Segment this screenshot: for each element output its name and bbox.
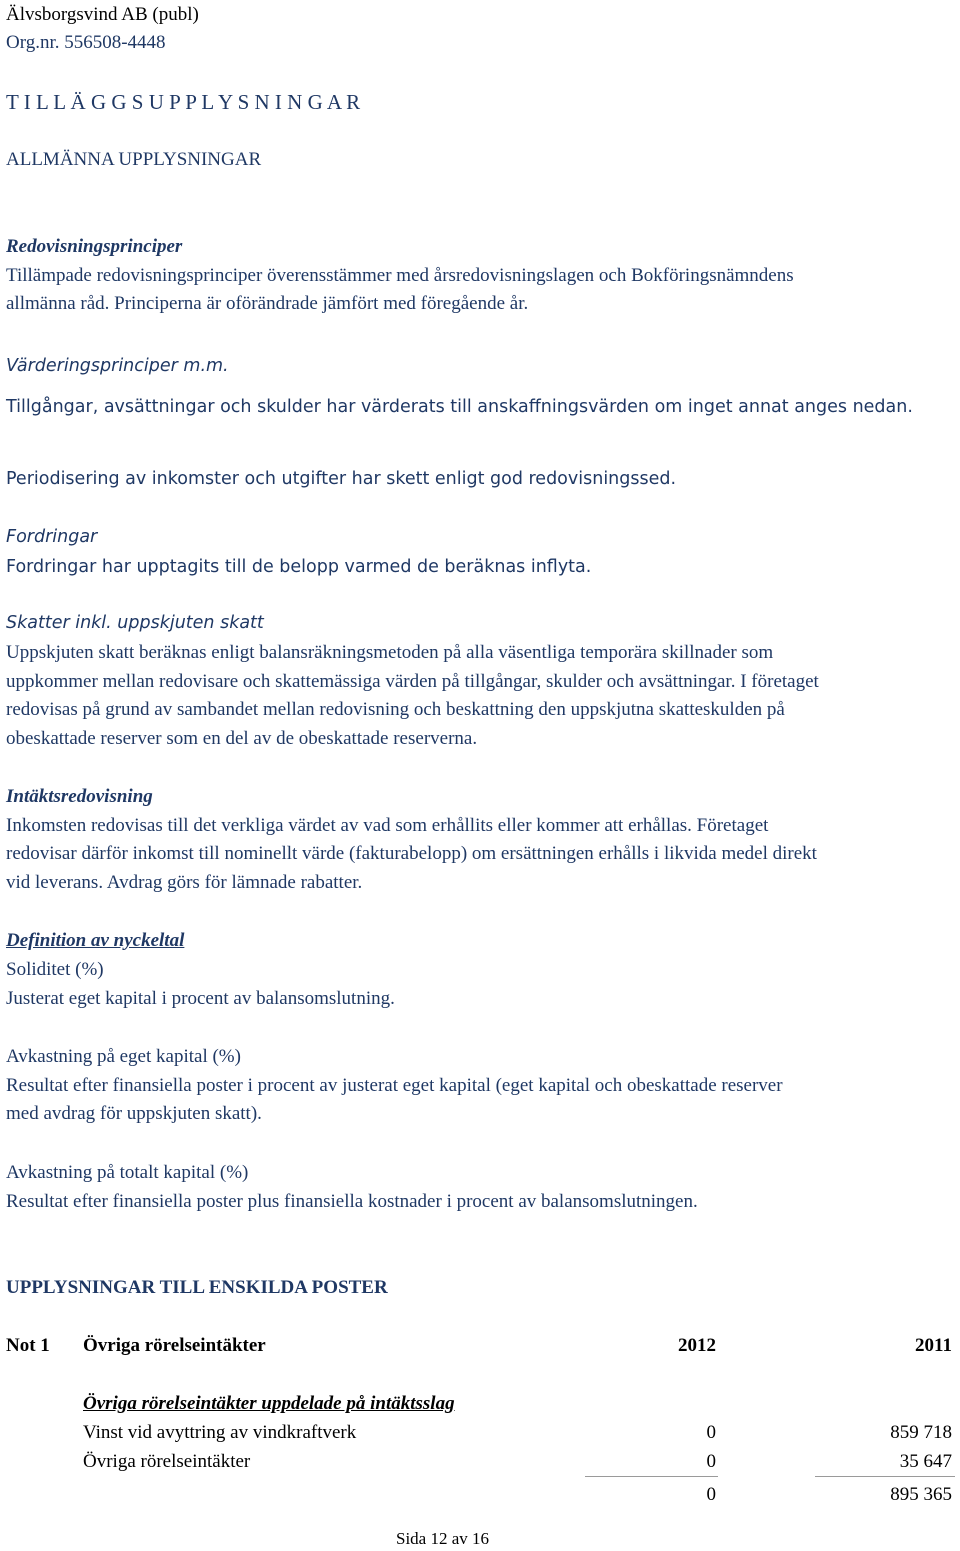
column-header-2011: 2011	[915, 1335, 952, 1356]
paragraph-line: uppkommer mellan redovisare och skattemässiga värden på tillgångar, skulder och avsättningar. I företaget	[6, 671, 819, 692]
paragraph-line: Resultat efter finansiella poster i procent av justerat eget kapital (eget kapital och obeskattade reserver	[6, 1075, 783, 1096]
heading-redovisningsprinciper: Redovisningsprinciper	[6, 236, 183, 257]
paragraph-line: med avdrag för uppskjuten skatt).	[6, 1103, 262, 1124]
paragraph-line: Avkastning på eget kapital (%)	[6, 1046, 241, 1067]
paragraph-line: redovisas på grund av sambandet mellan redovisning och beskattning den uppskjutna skatteskulden på	[6, 699, 785, 720]
page-title: T I L L Ä G G S U P P L Y S N I N G A R	[6, 90, 361, 114]
table-row-label: Vinst vid avyttring av vindkraftverk	[83, 1422, 357, 1443]
heading-varderingsprinciper: Värderingsprinciper m.m.	[6, 356, 229, 376]
paragraph-line: Soliditet (%)	[6, 959, 104, 980]
column-header-2012: 2012	[678, 1335, 716, 1356]
table-row-label: Övriga rörelseintäkter	[83, 1451, 251, 1472]
table-cell-2012: 0	[706, 1422, 716, 1443]
paragraph-line: Fordringar har upptagits till de belopp varmed de beräknas inflyta.	[6, 557, 592, 577]
table-total-2011: 895 365	[890, 1484, 952, 1505]
paragraph-line: Avkastning på totalt kapital (%)	[6, 1162, 249, 1183]
heading-nyckeltal: Definition av nyckeltal	[6, 930, 185, 951]
section-heading-poster: UPPLYSNINGAR TILL ENSKILDA POSTER	[6, 1277, 388, 1298]
paragraph-line: Tillgångar, avsättningar och skulder har värderats till anskaffningsvärden om inget annat anges nedan.	[6, 397, 913, 417]
table-cell-2011: 35 647	[899, 1451, 952, 1472]
note-subheading: Övriga rörelseintäkter uppdelade på intäktsslag	[83, 1393, 455, 1414]
note-label: Not 1	[6, 1335, 50, 1356]
heading-fordringar: Fordringar	[6, 527, 98, 547]
paragraph-line: Uppskjuten skatt beräknas enligt balansräkningsmetoden på alla väsentliga temporära skillnader som	[6, 642, 774, 663]
paragraph-line: Periodisering av inkomster och utgifter har skett enligt god redovisningssed.	[6, 469, 677, 489]
org-number: Org.nr. 556508-4448	[6, 32, 166, 53]
table-cell-2012: 0	[706, 1451, 716, 1472]
paragraph-line: redovisar därför inkomst till nominellt värde (fakturabelopp) om ersättningen erhålls i likvida medel direkt	[6, 843, 817, 864]
heading-intaktsredovisning: Intäktsredovisning	[6, 786, 153, 807]
sum-divider	[815, 1476, 955, 1477]
paragraph-line: allmänna råd. Principerna är oförändrade jämfört med föregående år.	[6, 293, 529, 314]
sum-divider	[585, 1476, 718, 1477]
paragraph-line: Inkomsten redovisas till det verkliga värdet av vad som erhållits eller kommer att erhållas. Företaget	[6, 815, 769, 836]
paragraph-line: Resultat efter finansiella poster plus finansiella kostnader i procent av balansomslutningen.	[6, 1191, 698, 1212]
company-name: Älvsborgsvind AB (publ)	[6, 4, 199, 25]
heading-skatter: Skatter inkl. uppskjuten skatt	[6, 613, 264, 633]
page-number: Sida 12 av 16	[396, 1529, 490, 1548]
table-cell-2011: 859 718	[890, 1422, 952, 1443]
note-title: Övriga rörelseintäkter	[83, 1335, 266, 1356]
paragraph-line: Tillämpade redovisningsprinciper överensstämmer med årsredovisningslagen och Bokföringsnämndens	[6, 265, 794, 286]
paragraph-line: obeskattade reserver som en del av de obeskattade reserverna.	[6, 728, 478, 749]
table-total-2012: 0	[706, 1484, 716, 1505]
paragraph-line: Justerat eget kapital i procent av balansomslutning.	[6, 988, 395, 1009]
paragraph-line: vid leverans. Avdrag görs för lämnade rabatter.	[6, 872, 363, 893]
section-heading-general: ALLMÄNNA UPPLYSNINGAR	[6, 149, 262, 170]
